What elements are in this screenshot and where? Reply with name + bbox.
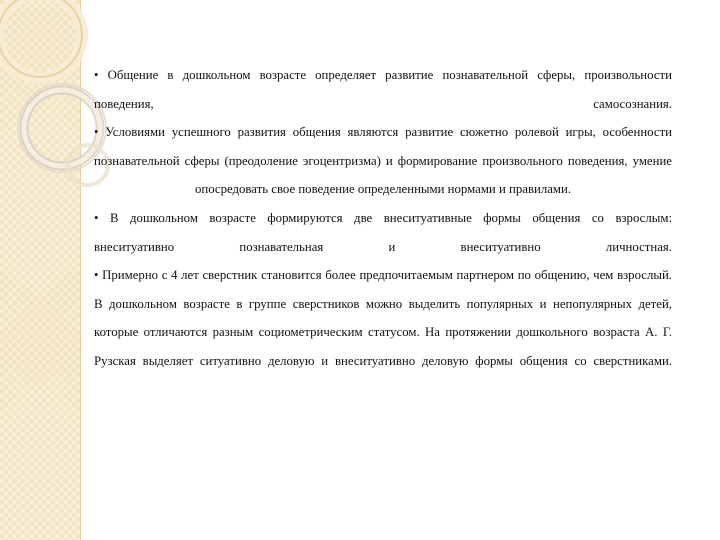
mid-ring <box>24 90 100 166</box>
paragraph-3-text: В дошкольном возрасте формируются две внеситуативные формы общения со взрослым: внеситуативно познавательная и внеситуативно личностная. <box>94 210 672 254</box>
bullet-icon: • <box>94 68 99 82</box>
paragraph-2 <box>94 118 672 204</box>
paragraph-1-text: Общение в дошкольном возрасте определяет развитие познавательной сферы, произвольности поведения, самосознания. <box>94 68 672 111</box>
paragraph-1 <box>94 61 672 118</box>
bullet-icon: • <box>94 210 99 225</box>
bullet-icon: • <box>94 268 99 283</box>
bullet-icon: • <box>94 125 99 140</box>
paragraph-4 <box>94 261 672 375</box>
paragraph-3 <box>94 204 672 261</box>
mid-ring-edge <box>18 84 106 172</box>
slide-body <box>94 61 672 376</box>
paragraph-2-text: Условиями успешного развития общения являются развитие сюжетно ролевой игры, особенности познавательной сферы (преодоление эгоцентризма) и формирование произвольного поведения, умение опосредовать свое поведение определенными нормами и правилами. <box>94 125 673 197</box>
paragraph-4-text: Примерно с 4 лет сверстник становится более предпочитаемым партнером по общению, чем взрослый. В дошкольном возрасте в группе сверстников можно выделить популярных и непопулярных детей, которые отличаются разным социометрическим статусом. На протяжении дошкольного возраста А. Г. Рузская выделяет ситуативно деловую и внеситуативно деловую формы общения со сверстниками. <box>94 268 672 368</box>
